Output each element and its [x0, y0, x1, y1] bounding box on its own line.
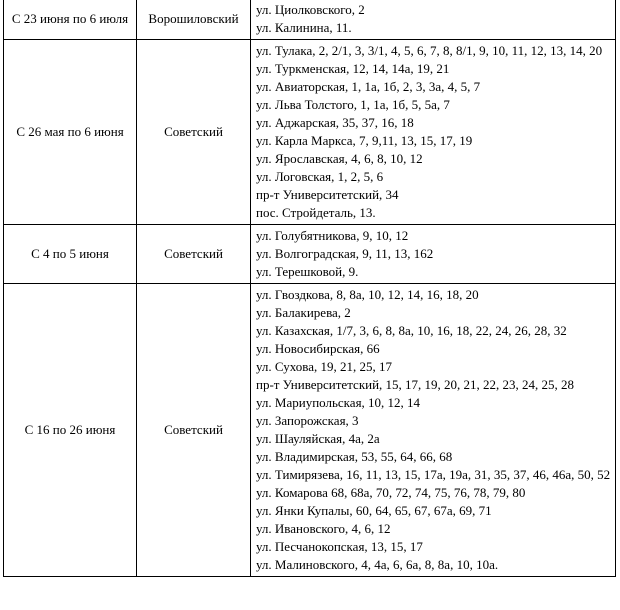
address-line: ул. Комарова 68, 68а, 70, 72, 74, 75, 76, 78, 79, 80 — [256, 485, 526, 500]
address-line: ул. Песчанокопская, 13, 15, 17 — [256, 539, 423, 554]
address-line: пос. Стройдеталь, 13. — [256, 205, 376, 220]
address-line: ул. Туркменская, 12, 14, 14а, 19, 21 — [256, 61, 450, 76]
addresses-cell — [251, 0, 616, 40]
addresses-cell — [251, 225, 616, 284]
district-cell: Ворошиловский — [137, 0, 251, 40]
date-cell: С 4 по 5 июня — [4, 225, 137, 284]
table-row — [4, 40, 616, 225]
outage-schedule-table — [3, 0, 616, 577]
address-line: ул. Калинина, 11. — [256, 20, 352, 35]
address-line: ул. Авиаторская, 1, 1а, 1б, 2, 3, 3а, 4, 5, 7 — [256, 79, 481, 94]
address-line: ул. Янки Купалы, 60, 64, 65, 67, 67а, 69, 71 — [256, 503, 492, 518]
address-line: ул. Новосибирская, 66 — [256, 341, 380, 356]
table-row — [4, 284, 616, 577]
address-line: пр-т Университетский, 15, 17, 19, 20, 21, 22, 23, 24, 25, 28 — [256, 377, 575, 392]
date-cell: С 23 июня по 6 июля — [4, 0, 137, 40]
address-line: ул. Аджарская, 35, 37, 16, 18 — [256, 115, 414, 130]
address-line: ул. Малиновского, 4, 4а, 6, 6а, 8, 8а, 10, 10а. — [256, 557, 499, 572]
address-line: ул. Балакирева, 2 — [256, 305, 351, 320]
district-cell: Советский — [137, 225, 251, 284]
address-line: ул. Карла Маркса, 7, 9,11, 13, 15, 17, 19 — [256, 133, 473, 148]
district-cell: Советский — [137, 284, 251, 577]
address-line: ул. Циолковского, 2 — [256, 2, 365, 17]
address-line: ул. Гвоздкова, 8, 8а, 10, 12, 14, 16, 18, 20 — [256, 287, 479, 302]
address-line: ул. Волгоградская, 9, 11, 13, 162 — [256, 246, 434, 261]
address-line: ул. Терешковой, 9. — [256, 264, 359, 279]
address-line: ул. Сухова, 19, 21, 25, 17 — [256, 359, 393, 374]
address-line: ул. Льва Толстого, 1, 1а, 1б, 5, 5а, 7 — [256, 97, 450, 112]
address-line: ул. Мариупольская, 10, 12, 14 — [256, 395, 421, 410]
addresses-cell — [251, 284, 616, 577]
address-line: ул. Шауляйская, 4а, 2а — [256, 431, 380, 446]
address-line: ул. Ярославская, 4, 6, 8, 10, 12 — [256, 151, 423, 166]
address-line: ул. Владимирская, 53, 55, 64, 66, 68 — [256, 449, 453, 464]
address-line: ул. Ивановского, 4, 6, 12 — [256, 521, 391, 536]
addresses-cell — [251, 40, 616, 225]
table-row — [4, 0, 616, 40]
date-cell: С 26 мая по 6 июня — [4, 40, 137, 225]
address-line: пр-т Университетский, 34 — [256, 187, 399, 202]
address-line: ул. Казахская, 1/7, 3, 6, 8, 8а, 10, 16, 18, 22, 24, 26, 28, 32 — [256, 323, 567, 338]
table-row — [4, 225, 616, 284]
address-line: ул. Запорожская, 3 — [256, 413, 359, 428]
district-cell: Советский — [137, 40, 251, 225]
address-line: ул. Голубятникова, 9, 10, 12 — [256, 228, 409, 243]
address-line: ул. Тулака, 2, 2/1, 3, 3/1, 4, 5, 6, 7, 8, 8/1, 9, 10, 11, 12, 13, 14, 20 — [256, 43, 603, 58]
date-cell: С 16 по 26 июня — [4, 284, 137, 577]
address-line: ул. Логовская, 1, 2, 5, 6 — [256, 169, 384, 184]
address-line: ул. Тимирязева, 16, 11, 13, 15, 17а, 19а, 31, 35, 37, 46, 46а, 50, 52 — [256, 467, 611, 482]
